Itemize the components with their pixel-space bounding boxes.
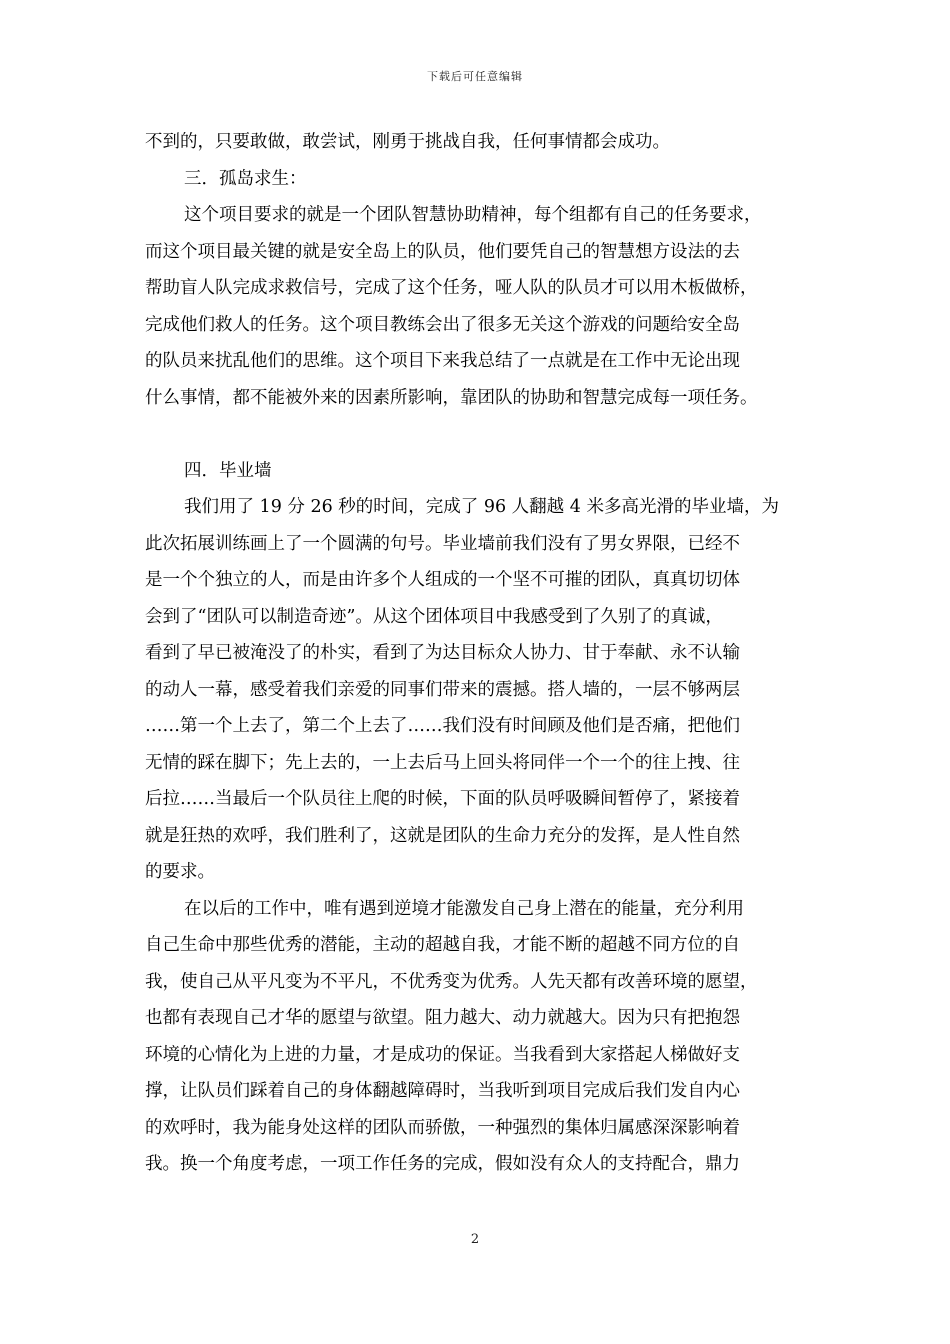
text-line: 自己生命中那些优秀的潜能，主动的超越自我，才能不断的超越不同方位的自: [145, 935, 740, 955]
paragraph-gap: [145, 416, 810, 453]
text-line: 无情的踩在脚下；先上去的，一上去后马上回头将同伴一个一个的往上拽、往: [145, 752, 740, 773]
section-heading-graduation-wall: 四．毕业墙: [184, 460, 272, 481]
text-line: 不到的，只要敢做，敢尝试，刚勇于挑战自我，任何事情都会成功。: [145, 132, 670, 152]
text-line: ……第一个上去了，第二个上去了……我们没有时间顾及他们是否痛，把他们: [145, 716, 740, 736]
text-line: 完成他们救人的任务。这个项目教练会出了很多无关这个游戏的问题给安全岛: [145, 314, 740, 335]
text-line: 我，使自己从平凡变为不平凡，不优秀变为优秀。人先天都有改善环境的愿望，: [145, 971, 758, 992]
document-body: [145, 124, 810, 1183]
text-line: 的要求。: [145, 862, 215, 882]
text-line: 的欢呼时，我为能身处这样的团队而骄傲，一种强烈的集体归属感深深影响着: [145, 1117, 740, 1138]
text-line: 看到了早已被淹没了的朴实，看到了为达目标众人协力、甘于奉献、永不认输: [145, 643, 740, 663]
text-line: 在以后的工作中，唯有遇到逆境才能激发自己身上潜在的能量，充分利用: [184, 898, 744, 919]
text-line: 的队员来扰乱他们的思维。这个项目下来我总结了一点就是在工作中无论出现: [145, 351, 740, 371]
text-line: 什么事情，都不能被外来的因素所影响，靠团队的协助和智慧完成每一项任务。: [145, 387, 758, 408]
page-header-note: 下载后可任意编辑: [427, 70, 523, 83]
text-line: 环境的心情化为上进的力量，才是成功的保证。当我看到大家搭起人梯做好支: [145, 1044, 740, 1065]
text-line: 就是狂热的欢呼，我们胜利了，这就是团队的生命力充分的发挥，是人性自然: [145, 825, 740, 846]
text-line: 撑，让队员们踩着自己的身体翻越障碍时，当我听到项目完成后我们发自内心: [145, 1081, 740, 1101]
text-line: 帮助盲人队完成求救信号，完成了这个任务，哑人队的队员才可以用木板做桥，: [145, 278, 758, 298]
text-line: 也都有表现自己才华的愿望与欲望。阻力越大、动力就越大。因为只有把抱怨: [145, 1008, 740, 1028]
text-line: 此次拓展训练画上了一个圆满的句号。毕业墙前我们没有了男女界限，已经不: [145, 533, 740, 554]
text-line: 的动人一幕，感受着我们亲爱的同事们带来的震撼。搭人墙的，一层不够两层: [145, 679, 740, 700]
section-heading-island-survival: 三．孤岛求生：: [184, 168, 307, 189]
text-line: 会到了“团队可以制造奇迹”。从这个团体项目中我感受到了久别了的真诚，: [145, 606, 723, 627]
text-line: 是一个个独立的人，而是由许多个人组成的一个坚不可摧的团队，真真切切体: [145, 570, 740, 590]
text-line: 后拉……当最后一个队员往上爬的时候，下面的队员呼吸瞬间暂停了，紧接着: [145, 789, 740, 809]
text-line: 这个项目要求的就是一个团队智慧协助精神，每个组都有自己的任务要求，: [184, 205, 762, 225]
page-number: 2: [470, 1232, 480, 1247]
text-line: 我们用了 19 分 26 秒的时间，完成了 96 人翻越 4 米多高光滑的毕业墙，为: [184, 497, 779, 517]
text-line: 我。换一个角度考虑，一项工作任务的完成，假如没有众人的支持配合，鼎力: [145, 1154, 740, 1174]
text-line: 而这个项目最关键的就是安全岛上的队员，他们要凭自己的智慧想方设法的去: [145, 241, 740, 262]
